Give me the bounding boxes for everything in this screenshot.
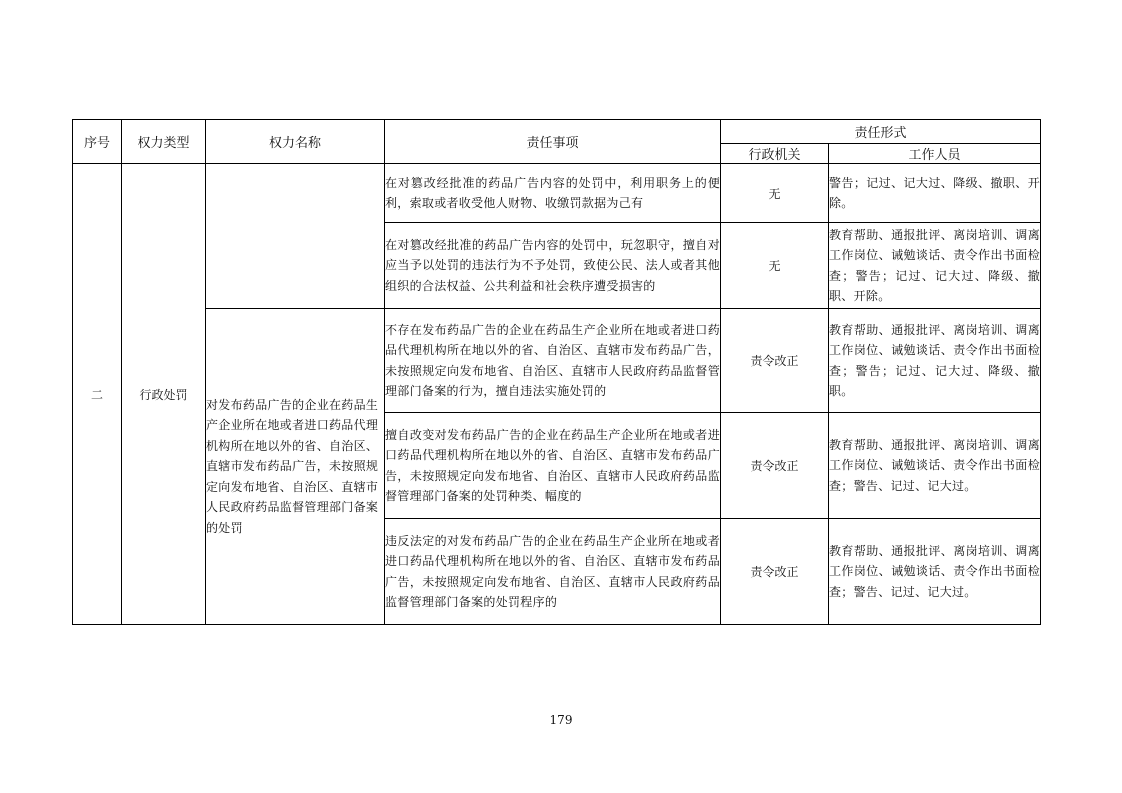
table-row xyxy=(73,164,1041,223)
power-name-cell-a xyxy=(206,164,385,309)
seq-cell: 二 xyxy=(73,164,122,625)
header-matter: 责任事项 xyxy=(385,120,721,164)
org-cell: 责令改正 xyxy=(721,519,829,625)
staff-cell: 警告；记过、记大过、降级、撤职、开除。 xyxy=(829,164,1041,223)
header-form: 责任形式 xyxy=(721,120,1041,144)
staff-cell: 教育帮助、通报批评、离岗培训、调离工作岗位、诫勉谈话、责令作出书面检查；警告、记过、记大过。 xyxy=(829,519,1041,625)
matter-cell: 违反法定的对发布药品广告的企业在药品生产企业所在地或者进口药品代理机构所在地以外的省、自治区、直辖市发布药品广告，未按照规定向发布地省、自治区、直辖市人民政府药品监督管理部门备案的处罚程序的 xyxy=(385,519,721,625)
responsibility-table xyxy=(72,119,1041,625)
staff-cell: 教育帮助、通报批评、离岗培训、调离工作岗位、诫勉谈话、责令作出书面检查；警告；记过、记大过、降级、撤职、开除。 xyxy=(829,223,1041,309)
org-cell: 无 xyxy=(721,223,829,309)
power-type-cell: 行政处罚 xyxy=(122,164,206,625)
table-row xyxy=(73,309,1041,413)
org-cell: 责令改正 xyxy=(721,309,829,413)
header-org: 行政机关 xyxy=(721,144,829,164)
matter-cell: 在对篡改经批准的药品广告内容的处罚中，玩忽职守，擅自对应当予以处罚的违法行为不予处罚，致使公民、法人或者其他组织的合法权益、公共利益和社会秩序遭受损害的 xyxy=(385,223,721,309)
matter-cell: 不存在发布药品广告的企业在药品生产企业所在地或者进口药品代理机构所在地以外的省、自治区、直辖市发布药品广告，未按照规定向发布地省、自治区、直辖市人民政府药品监督管理部门备案的行为，擅自违法实施处罚的 xyxy=(385,309,721,413)
header-power-type: 权力类型 xyxy=(122,120,206,164)
staff-cell: 教育帮助、通报批评、离岗培训、调离工作岗位、诫勉谈话、责令作出书面检查；警告；记过、记大过、降级、撤职。 xyxy=(829,309,1041,413)
header-staff: 工作人员 xyxy=(829,144,1041,164)
header-seq: 序号 xyxy=(73,120,122,164)
staff-cell: 教育帮助、通报批评、离岗培训、调离工作岗位、诫勉谈话、责令作出书面检查；警告、记过、记大过。 xyxy=(829,413,1041,519)
page-number: 179 xyxy=(549,713,573,727)
header-row-1 xyxy=(73,120,1041,144)
org-cell: 责令改正 xyxy=(721,413,829,519)
power-name-cell-b: 对发布药品广告的企业在药品生产企业所在地或者进口药品代理机构所在地以外的省、自治区、直辖市发布药品广告，未按照规定向发布地省、自治区、直辖市人民政府药品监督管理部门备案的处罚 xyxy=(206,309,385,625)
org-cell: 无 xyxy=(721,164,829,223)
matter-cell: 在对篡改经批准的药品广告内容的处罚中，利用职务上的便利，索取或者收受他人财物、收缴罚款据为己有 xyxy=(385,164,721,223)
matter-cell: 擅自改变对发布药品广告的企业在药品生产企业所在地或者进口药品代理机构所在地以外的省、自治区、直辖市发布药品广告，未按照规定向发布地省、自治区、直辖市人民政府药品监督管理部门备案的处罚种类、幅度的 xyxy=(385,413,721,519)
header-power-name: 权力名称 xyxy=(206,120,385,164)
